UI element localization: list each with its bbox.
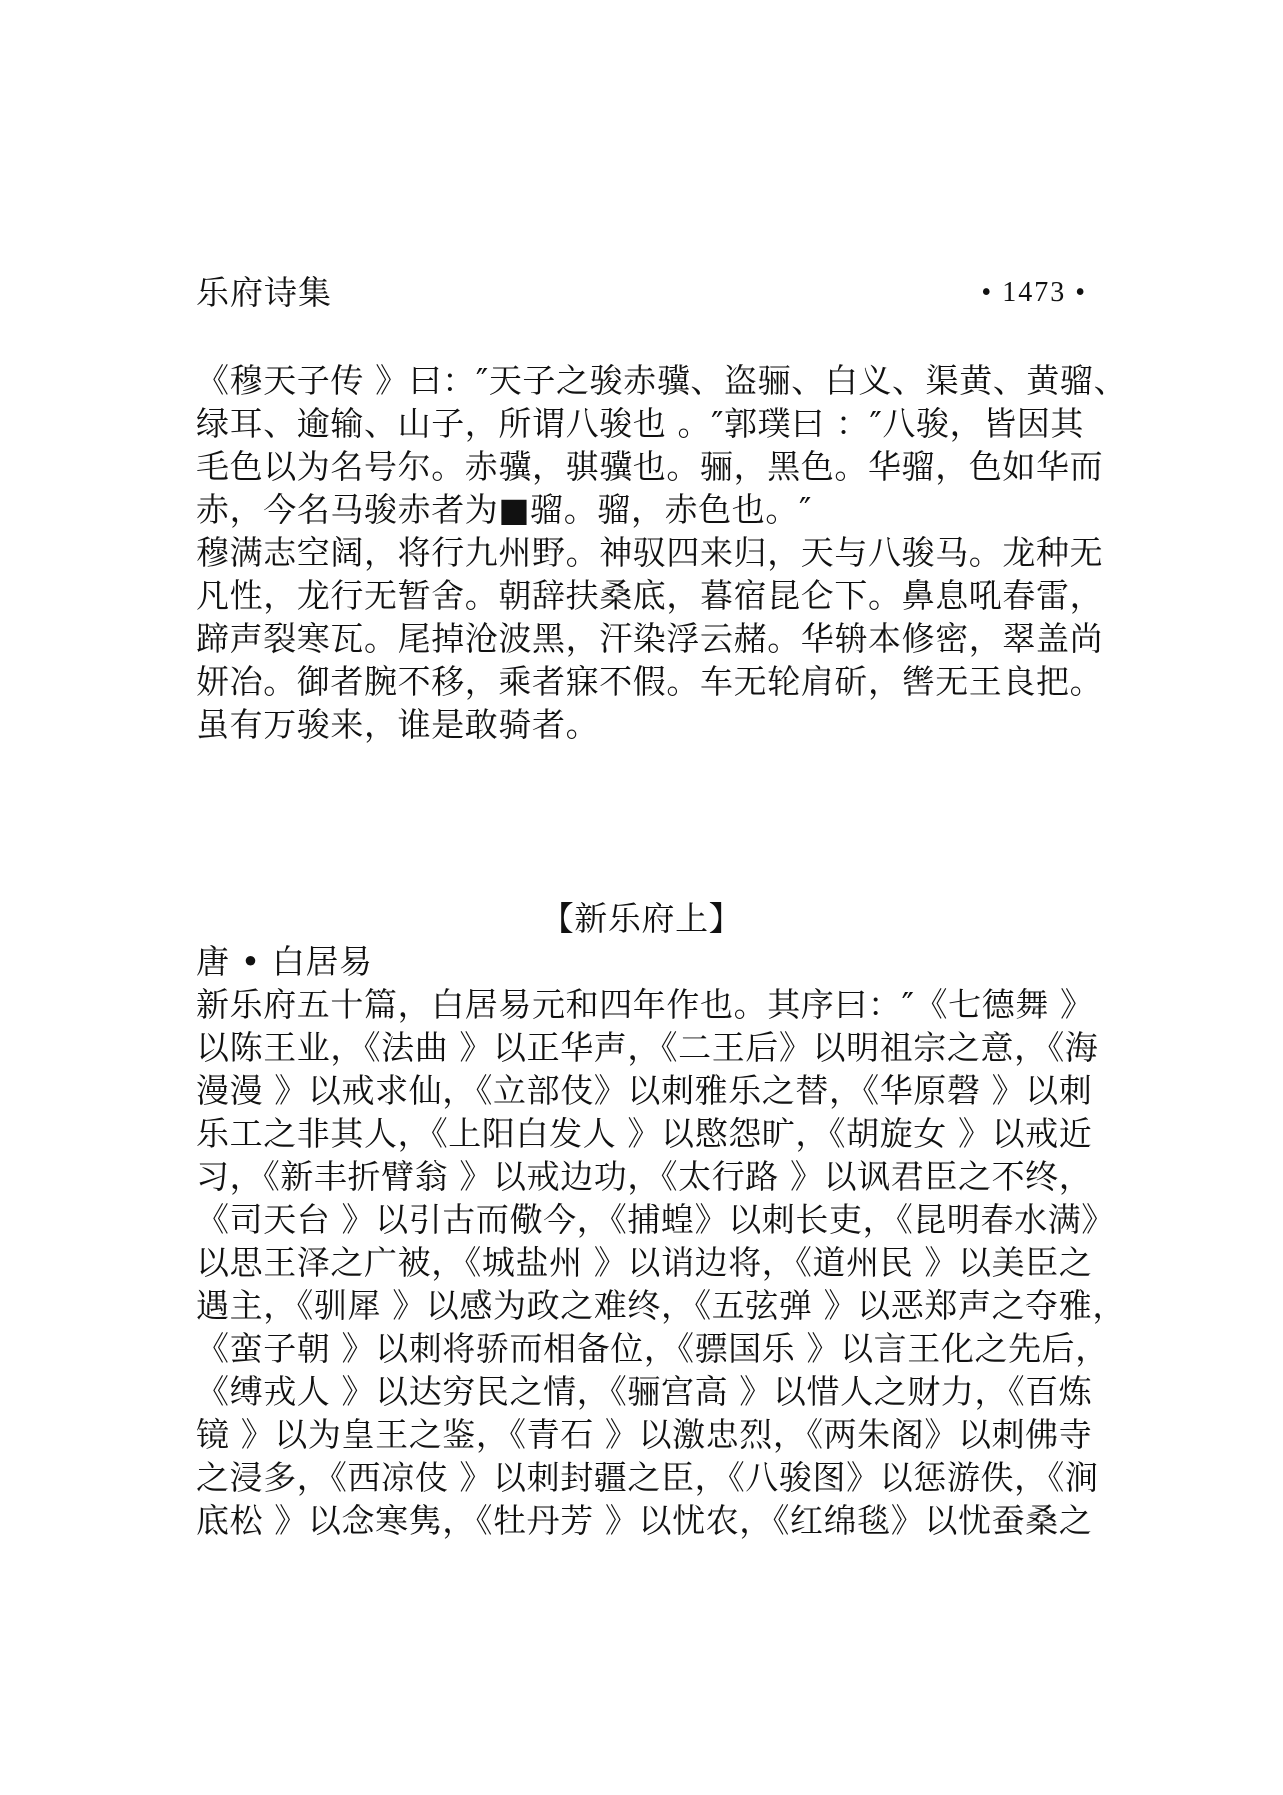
text-line: 习，《新丰折臂翁 》以戒边功，《太行路 》以讽君臣之不终， bbox=[196, 1157, 1093, 1196]
text-line: 赤，今名马骏赤者为■骝。骝，赤色也。″ bbox=[196, 490, 812, 529]
text-line: 穆满志空阔，将行九州野。神驭四来归，天与八骏马。龙种无 bbox=[196, 533, 1104, 572]
book-title: 乐府诗集 bbox=[196, 273, 332, 312]
text-line: 毛色以为名号尔。赤骥，骐骥也。骊，黑色。华骝，色如华而 bbox=[196, 447, 1104, 486]
text-line: 底松 》以念寒隽，《牡丹芳 》以忧农，《红绵毯》以忧蚕桑之 bbox=[196, 1501, 1093, 1540]
text-line: 《穆天子传 》曰：″天子之骏赤骥、盗骊、白义、渠黄、黄骝、 bbox=[196, 361, 1128, 400]
text-line: 新乐府五十篇，白居易元和四年作也。其序曰：″《七德舞 》 bbox=[196, 985, 1094, 1024]
text-line: 绿耳、逾输、山子，所谓八骏也 。″郭璞曰 ：″八骏，皆因其 bbox=[196, 404, 1085, 443]
text-line: 凡性，龙行无暂舍。朝辞扶桑底，暮宿昆仑下。鼻息吼春雷， bbox=[196, 576, 1104, 615]
page-number: • 1473 • bbox=[981, 277, 1087, 308]
text-line: 漫漫 》以戒求仙，《立部伎》以刺雅乐之替，《华原磬 》以刺 bbox=[196, 1071, 1093, 1110]
author-line: 唐 • 白居易 bbox=[196, 942, 373, 981]
text-line: 妍冶。御者腕不移，乘者寐不假。车无轮肩斫，辔无王良把。 bbox=[196, 662, 1104, 701]
text-line: 乐工之非其人，《上阳白发人 》以愍怨旷，《胡旋女 》以戒近 bbox=[196, 1114, 1093, 1153]
text-line: 镜 》以为皇王之鉴，《青石 》以激忠烈，《两朱阁》以刺佛寺 bbox=[196, 1415, 1093, 1454]
passage-2 bbox=[196, 897, 1126, 1542]
text-line: 《司天台 》以引古而儆今，《捕蝗》以刺长吏，《昆明春水满》 bbox=[196, 1200, 1115, 1239]
text-line: 《缚戎人 》以达穷民之情，《骊宫高 》以惜人之财力，《百炼 bbox=[196, 1372, 1093, 1411]
passage-1 bbox=[196, 359, 1128, 746]
text-line: 蹄声裂寒瓦。尾掉沧波黑，汗染浮云赭。华辀本修密，翠盖尚 bbox=[196, 619, 1104, 658]
text-line: 虽有万骏来，谁是敢骑者。 bbox=[196, 705, 600, 744]
text-line: 遇主，《驯犀 》以感为政之难终，《五弦弹 》以恶郑声之夺雅， bbox=[196, 1286, 1126, 1325]
text-line: 以思王泽之广被，《城盐州 》以诮边将，《道州民 》以美臣之 bbox=[196, 1243, 1093, 1282]
text-line: 以陈王业，《法曲 》以正华声，《二王后》以明祖宗之意，《海 bbox=[196, 1028, 1099, 1067]
text-line: 之浸多，《西凉伎 》以刺封疆之臣，《八骏图》以惩游佚，《涧 bbox=[196, 1458, 1099, 1497]
section-title: 【新乐府上】 bbox=[540, 899, 743, 938]
text-line: 《蛮子朝 》以刺将骄而相备位，《骠国乐 》以言王化之先后， bbox=[196, 1329, 1109, 1368]
page-header bbox=[196, 268, 1087, 318]
